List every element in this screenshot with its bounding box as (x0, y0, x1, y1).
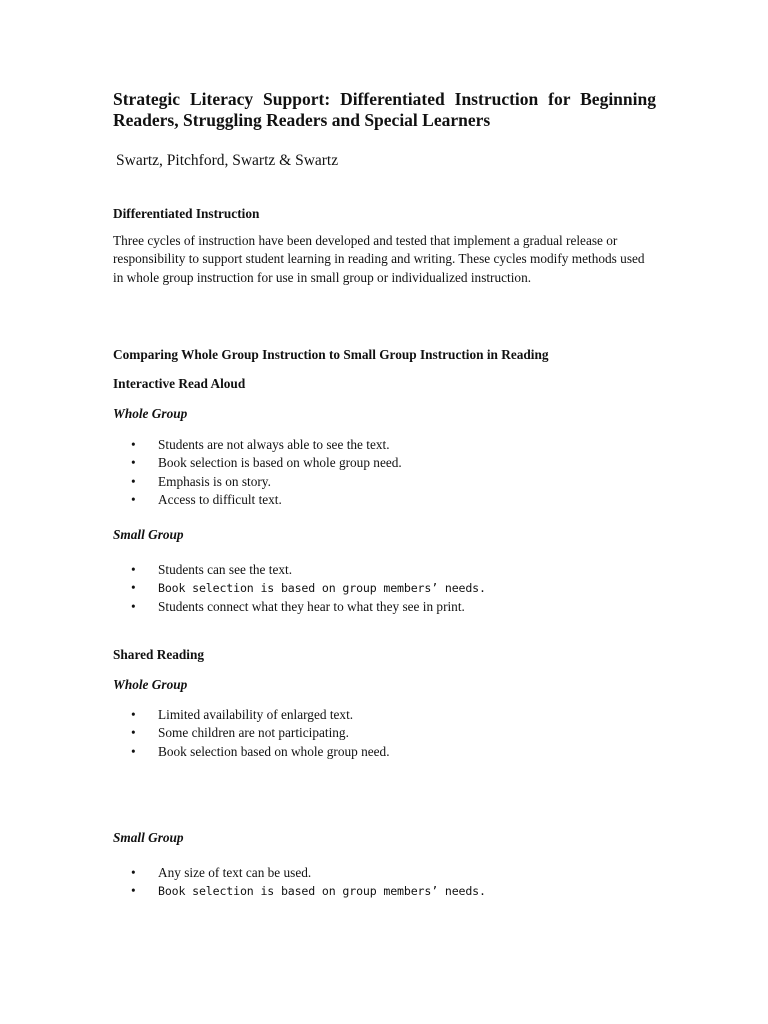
list-item: • Emphasis is on story. (113, 473, 402, 491)
heading-interactive-read-aloud: Interactive Read Aloud (113, 376, 246, 391)
bullet-icon: • (131, 743, 136, 759)
bullet-icon: • (131, 598, 136, 614)
heading-shared-reading: Shared Reading (113, 647, 205, 662)
subheading-shared-reading-whole-group: Whole Group (113, 677, 188, 692)
list-item: • Book selection is based on group members’ needs. (113, 579, 486, 597)
list-item: • Book selection based on whole group need. (113, 743, 390, 761)
list-item: • Students are not always able to see the text. (113, 436, 402, 454)
heading-comparing-instruction: Comparing Whole Group Instruction to Small Group Instruction in Reading (113, 347, 549, 362)
list-item: • Limited availability of enlarged text. (113, 706, 390, 724)
list-item: • Access to difficult text. (113, 491, 402, 509)
authors-line: Swartz, Pitchford, Swartz & Swartz (116, 152, 339, 169)
bullet-icon: • (131, 725, 136, 741)
read-aloud-whole-group-list (113, 436, 402, 510)
list-item: • Students can see the text. (113, 561, 486, 579)
document-title: Strategic Literacy Support: Differentiated Instruction for Beginning Readers, Struggling Readers and Special Learners (113, 89, 656, 130)
subheading-shared-reading-small-group: Small Group (113, 830, 184, 845)
read-aloud-small-group-list (113, 561, 486, 616)
list-item: • Book selection is based on group members’ needs. (113, 882, 486, 900)
bullet-icon: • (131, 492, 136, 508)
bullet-icon: • (131, 707, 136, 722)
bullet-icon: • (131, 455, 136, 471)
shared-reading-small-group-list (113, 864, 486, 901)
bullet-icon: • (131, 883, 136, 899)
bullet-icon: • (131, 865, 136, 880)
subheading-read-aloud-whole-group: Whole Group (113, 406, 188, 421)
shared-reading-whole-group-list (113, 706, 390, 761)
intro-paragraph: Three cycles of instruction have been developed and tested that implement a gradual release or responsibility to support student learning in reading and writing. These cycles modify methods used in whole group instruction for use in small group or individualized instruction. (113, 233, 645, 285)
bullet-icon: • (131, 562, 136, 577)
bullet-icon: • (131, 473, 136, 489)
list-item: • Some children are not participating. (113, 724, 390, 742)
subheading-read-aloud-small-group: Small Group (113, 527, 184, 542)
bullet-icon: • (131, 437, 136, 452)
list-item: • Any size of text can be used. (113, 864, 486, 882)
bullet-icon: • (131, 580, 136, 596)
heading-differentiated-instruction: Differentiated Instruction (113, 206, 260, 221)
list-item: • Book selection is based on whole group need. (113, 454, 402, 472)
list-item: • Students connect what they hear to what they see in print. (113, 598, 486, 616)
